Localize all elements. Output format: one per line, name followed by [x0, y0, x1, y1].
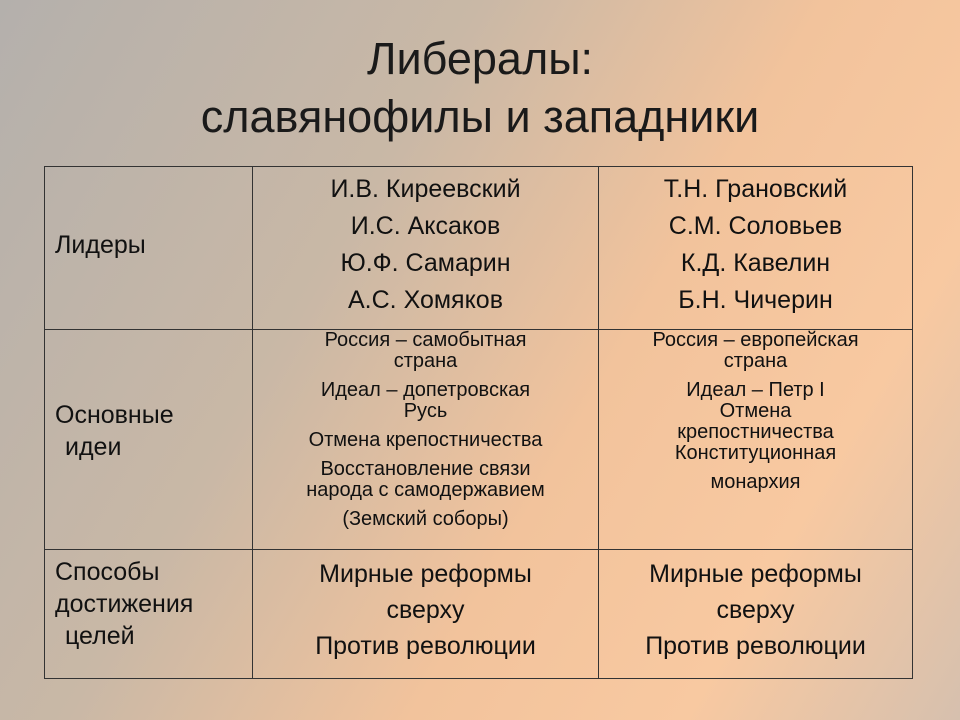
cell-leaders-slavophiles	[253, 167, 599, 330]
leader-name: И.В. Киреевский	[330, 175, 521, 203]
cell-ideas-westernizers	[599, 330, 913, 550]
table-row-leaders	[45, 167, 913, 330]
way-text: сверху	[386, 596, 465, 624]
idea-text: Отмена крепостничества	[308, 429, 543, 451]
title-line-2: славянофилы и западники	[200, 91, 760, 142]
idea-text: Идеал – допетровская	[320, 379, 531, 401]
leader-name: С.М. Соловьев	[668, 212, 843, 240]
way-text: Против революции	[645, 632, 866, 660]
cell-ideas-slavophiles	[253, 330, 599, 550]
idea-text: Отмена	[719, 400, 792, 422]
idea-text: страна	[393, 350, 458, 372]
leader-name: Б.Н. Чичерин	[678, 286, 833, 314]
row-header-ways-line-2: достижения	[55, 590, 194, 618]
idea-text: Восстановление связи	[320, 458, 531, 480]
idea-text: Русь	[403, 400, 448, 422]
leader-name: И.С. Аксаков	[350, 212, 501, 240]
row-header-ideas-line-2: идеи	[65, 433, 122, 461]
row-header-leaders-text: Лидеры	[55, 231, 146, 259]
cell-ways-westernizers	[599, 550, 913, 679]
idea-text: Конституционная	[674, 442, 837, 464]
title-line-1: Либералы:	[366, 33, 594, 84]
idea-text: монархия	[710, 471, 801, 493]
leader-name: Ю.Ф. Самарин	[340, 249, 511, 277]
row-header-ideas	[45, 330, 253, 550]
table-row-ways	[45, 550, 913, 679]
way-text: Мирные реформы	[649, 560, 862, 588]
leader-name: А.С. Хомяков	[348, 286, 503, 314]
way-text: сверху	[716, 596, 795, 624]
idea-text: (Земский соборы)	[342, 508, 509, 530]
idea-text: Идеал – Петр I	[686, 379, 825, 401]
idea-text: Россия – европейская	[652, 329, 859, 351]
cell-leaders-westernizers	[599, 167, 913, 330]
leader-name: К.Д. Кавелин	[680, 249, 831, 277]
idea-text: народа с самодержавием	[306, 479, 545, 501]
row-header-leaders	[45, 167, 253, 330]
row-header-ways	[45, 550, 253, 679]
comparison-table	[44, 166, 913, 679]
way-text: Против революции	[315, 632, 536, 660]
idea-text: Россия – самобытная	[324, 329, 527, 351]
slide-title	[0, 30, 960, 146]
row-header-ideas-line-1: Основные	[55, 401, 174, 429]
table-row-ideas	[45, 330, 913, 550]
way-text: Мирные реформы	[319, 560, 532, 588]
row-header-ways-line-3: целей	[65, 622, 135, 650]
cell-ways-slavophiles	[253, 550, 599, 679]
idea-text: крепостничества	[677, 421, 834, 443]
idea-text: страна	[723, 350, 788, 372]
row-header-ways-line-1: Способы	[55, 558, 160, 586]
leader-name: Т.Н. Грановский	[663, 175, 848, 203]
